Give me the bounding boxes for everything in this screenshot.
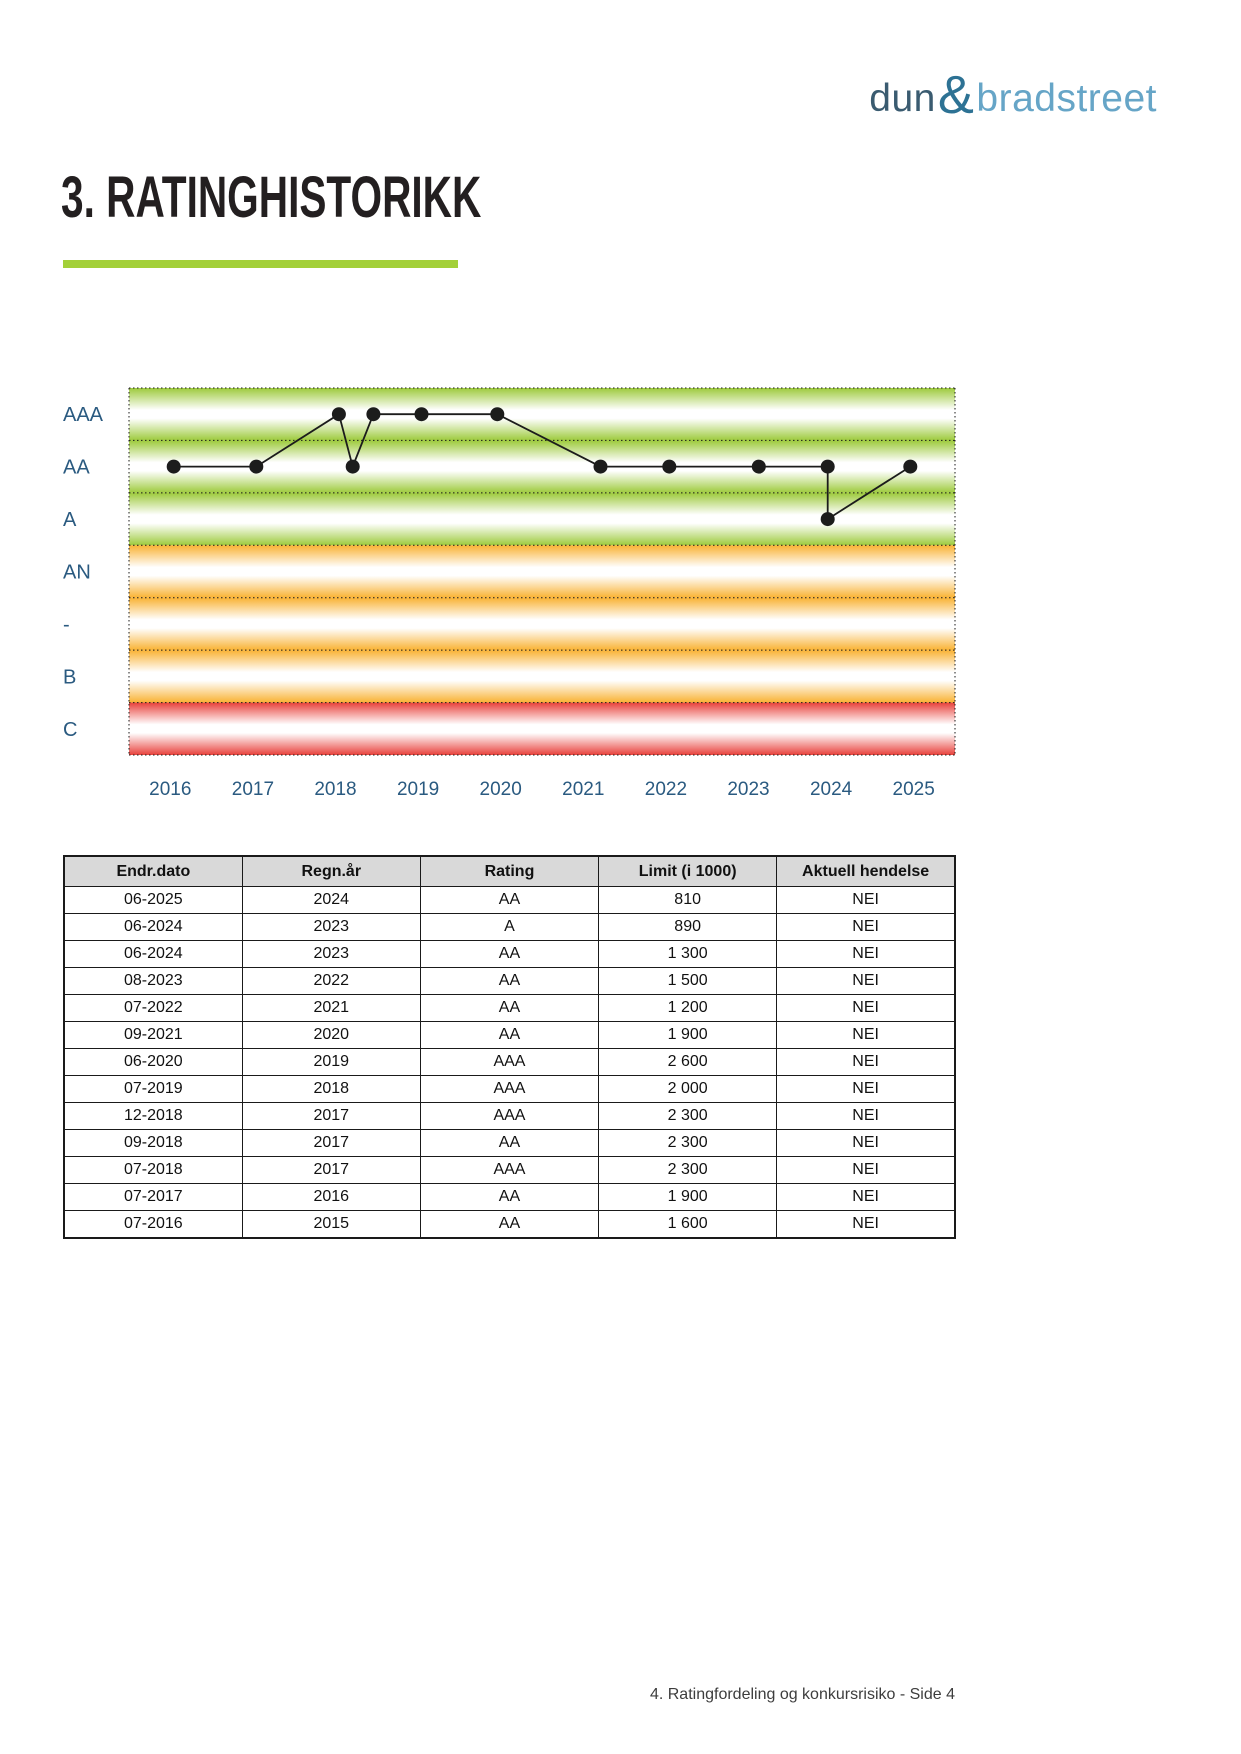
y-axis-label-A: A bbox=[63, 509, 77, 532]
table-cell: AAA bbox=[420, 1157, 598, 1184]
table-cell: 12-2018 bbox=[64, 1103, 242, 1130]
table-cell: AAA bbox=[420, 1103, 598, 1130]
table-cell: NEI bbox=[777, 914, 955, 941]
table-cell: AAA bbox=[420, 1049, 598, 1076]
data-point bbox=[332, 407, 346, 421]
table-cell: 09-2021 bbox=[64, 1022, 242, 1049]
table-cell: NEI bbox=[777, 941, 955, 968]
table-cell: 2021 bbox=[242, 995, 420, 1022]
table-cell: 06-2024 bbox=[64, 941, 242, 968]
table-cell: 1 900 bbox=[599, 1184, 777, 1211]
x-axis-label-2016: 2016 bbox=[149, 779, 192, 800]
x-axis-label-2018: 2018 bbox=[314, 779, 357, 800]
table-cell: AA bbox=[420, 1130, 598, 1157]
data-point bbox=[821, 460, 835, 474]
x-axis-label-2025: 2025 bbox=[892, 779, 935, 800]
table-cell: NEI bbox=[777, 995, 955, 1022]
table-cell: AA bbox=[420, 887, 598, 914]
chart-bands bbox=[129, 388, 955, 755]
y-axis-label-AAA: AAA bbox=[63, 404, 104, 427]
x-axis-label-2017: 2017 bbox=[231, 779, 275, 800]
table-cell: AAA bbox=[420, 1076, 598, 1103]
table-cell: 1 300 bbox=[599, 941, 777, 968]
table-cell: 2017 bbox=[242, 1130, 420, 1157]
table-cell: 2015 bbox=[242, 1211, 420, 1239]
dun-bradstreet-logo bbox=[869, 65, 1157, 130]
table-cell: NEI bbox=[777, 1022, 955, 1049]
table-cell: 2017 bbox=[242, 1103, 420, 1130]
table-cell: 06-2024 bbox=[64, 914, 242, 941]
column-header: Endr.dato bbox=[64, 856, 242, 887]
column-header: Rating bbox=[420, 856, 598, 887]
x-axis-label-2024: 2024 bbox=[809, 779, 853, 800]
y-axis-label-B: B bbox=[63, 666, 77, 689]
table-cell: NEI bbox=[777, 1157, 955, 1184]
table-cell: 2 600 bbox=[599, 1049, 777, 1076]
table-cell: NEI bbox=[777, 1211, 955, 1239]
x-axis-labels bbox=[149, 779, 935, 800]
table-cell: NEI bbox=[777, 887, 955, 914]
table-cell: 2019 bbox=[242, 1049, 420, 1076]
rating-band-- bbox=[129, 598, 955, 650]
table-row bbox=[64, 968, 955, 995]
rating-band-C bbox=[129, 703, 955, 755]
table-cell: 07-2016 bbox=[64, 1211, 242, 1239]
table-cell: 2022 bbox=[242, 968, 420, 995]
x-axis-label-2019: 2019 bbox=[396, 779, 440, 800]
table-row bbox=[64, 1184, 955, 1211]
table-row bbox=[64, 1130, 955, 1157]
page-title: 3. RATINGHISTORIKK bbox=[61, 165, 482, 230]
table-row bbox=[64, 1157, 955, 1184]
table-cell: 08-2023 bbox=[64, 968, 242, 995]
table-cell: 2018 bbox=[242, 1076, 420, 1103]
table-cell: NEI bbox=[777, 1130, 955, 1157]
y-axis-label-AA: AA bbox=[63, 456, 90, 479]
rating-history-chart bbox=[63, 345, 956, 825]
logo-text-dun: dun bbox=[869, 77, 936, 120]
table-cell: 07-2019 bbox=[64, 1076, 242, 1103]
table-row bbox=[64, 941, 955, 968]
y-axis-label--: - bbox=[63, 613, 70, 636]
logo-ampersand-icon: & bbox=[937, 65, 975, 125]
table-cell: 1 600 bbox=[599, 1211, 777, 1239]
data-point bbox=[594, 460, 608, 474]
table-cell: 2 300 bbox=[599, 1157, 777, 1184]
table-cell: 2024 bbox=[242, 887, 420, 914]
table-cell: AA bbox=[420, 968, 598, 995]
data-point bbox=[415, 407, 429, 421]
table-cell: 2 300 bbox=[599, 1130, 777, 1157]
table-cell: AA bbox=[420, 941, 598, 968]
table-row bbox=[64, 995, 955, 1022]
table-cell: A bbox=[420, 914, 598, 941]
table-cell: AA bbox=[420, 1211, 598, 1239]
x-axis-label-2023: 2023 bbox=[727, 779, 770, 800]
logo-text-bradstreet: bradstreet bbox=[976, 77, 1157, 120]
table-cell: 2023 bbox=[242, 914, 420, 941]
table-cell: 07-2022 bbox=[64, 995, 242, 1022]
table-header bbox=[64, 856, 955, 887]
title-underline-bar bbox=[63, 260, 458, 268]
table-cell: 810 bbox=[599, 887, 777, 914]
table-cell: 2023 bbox=[242, 941, 420, 968]
table-cell: 1 500 bbox=[599, 968, 777, 995]
table-cell: NEI bbox=[777, 1103, 955, 1130]
table-cell: 1 200 bbox=[599, 995, 777, 1022]
table-cell: 07-2017 bbox=[64, 1184, 242, 1211]
column-header: Aktuell hendelse bbox=[777, 856, 955, 887]
y-axis-label-C: C bbox=[63, 718, 78, 741]
data-point bbox=[903, 460, 917, 474]
footer-page-label: 4. Ratingfordeling og konkursrisiko - Side 4 bbox=[649, 1686, 955, 1703]
data-point bbox=[249, 460, 263, 474]
table-body bbox=[64, 887, 955, 1239]
data-point bbox=[752, 460, 766, 474]
column-header: Limit (i 1000) bbox=[599, 856, 777, 887]
rating-band-AAA bbox=[129, 388, 955, 440]
table-cell: AA bbox=[420, 1184, 598, 1211]
table-cell: AA bbox=[420, 1022, 598, 1049]
data-point bbox=[167, 460, 181, 474]
table-cell: 890 bbox=[599, 914, 777, 941]
table-row bbox=[64, 1103, 955, 1130]
data-point bbox=[821, 512, 835, 526]
x-axis-label-2020: 2020 bbox=[479, 779, 522, 800]
rating-history-table bbox=[63, 855, 956, 1239]
table-cell: 06-2025 bbox=[64, 887, 242, 914]
table-cell: NEI bbox=[777, 1049, 955, 1076]
data-point bbox=[366, 407, 380, 421]
data-point bbox=[490, 407, 504, 421]
table-cell: NEI bbox=[777, 1184, 955, 1211]
table-row bbox=[64, 1022, 955, 1049]
table-cell: 1 900 bbox=[599, 1022, 777, 1049]
table-cell: 2 000 bbox=[599, 1076, 777, 1103]
rating-band-B bbox=[129, 650, 955, 702]
table-cell: 2 300 bbox=[599, 1103, 777, 1130]
table-cell: 06-2020 bbox=[64, 1049, 242, 1076]
table-cell: 2020 bbox=[242, 1022, 420, 1049]
y-axis-labels bbox=[63, 404, 104, 741]
x-axis-label-2021: 2021 bbox=[562, 779, 605, 800]
table-cell: 07-2018 bbox=[64, 1157, 242, 1184]
table-header-row bbox=[64, 856, 955, 887]
table-row bbox=[64, 1211, 955, 1239]
table-cell: 09-2018 bbox=[64, 1130, 242, 1157]
table-row bbox=[64, 887, 955, 914]
table-row bbox=[64, 914, 955, 941]
data-point bbox=[346, 460, 360, 474]
rating-band-AN bbox=[129, 545, 955, 597]
table-cell: AA bbox=[420, 995, 598, 1022]
table-cell: NEI bbox=[777, 1076, 955, 1103]
table-row bbox=[64, 1049, 955, 1076]
y-axis-label-AN: AN bbox=[63, 561, 91, 584]
table-cell: 2017 bbox=[242, 1157, 420, 1184]
data-point bbox=[662, 460, 676, 474]
table-cell: 2016 bbox=[242, 1184, 420, 1211]
column-header: Regn.år bbox=[242, 856, 420, 887]
table-row bbox=[64, 1076, 955, 1103]
x-axis-label-2022: 2022 bbox=[644, 779, 688, 800]
table-cell: NEI bbox=[777, 968, 955, 995]
